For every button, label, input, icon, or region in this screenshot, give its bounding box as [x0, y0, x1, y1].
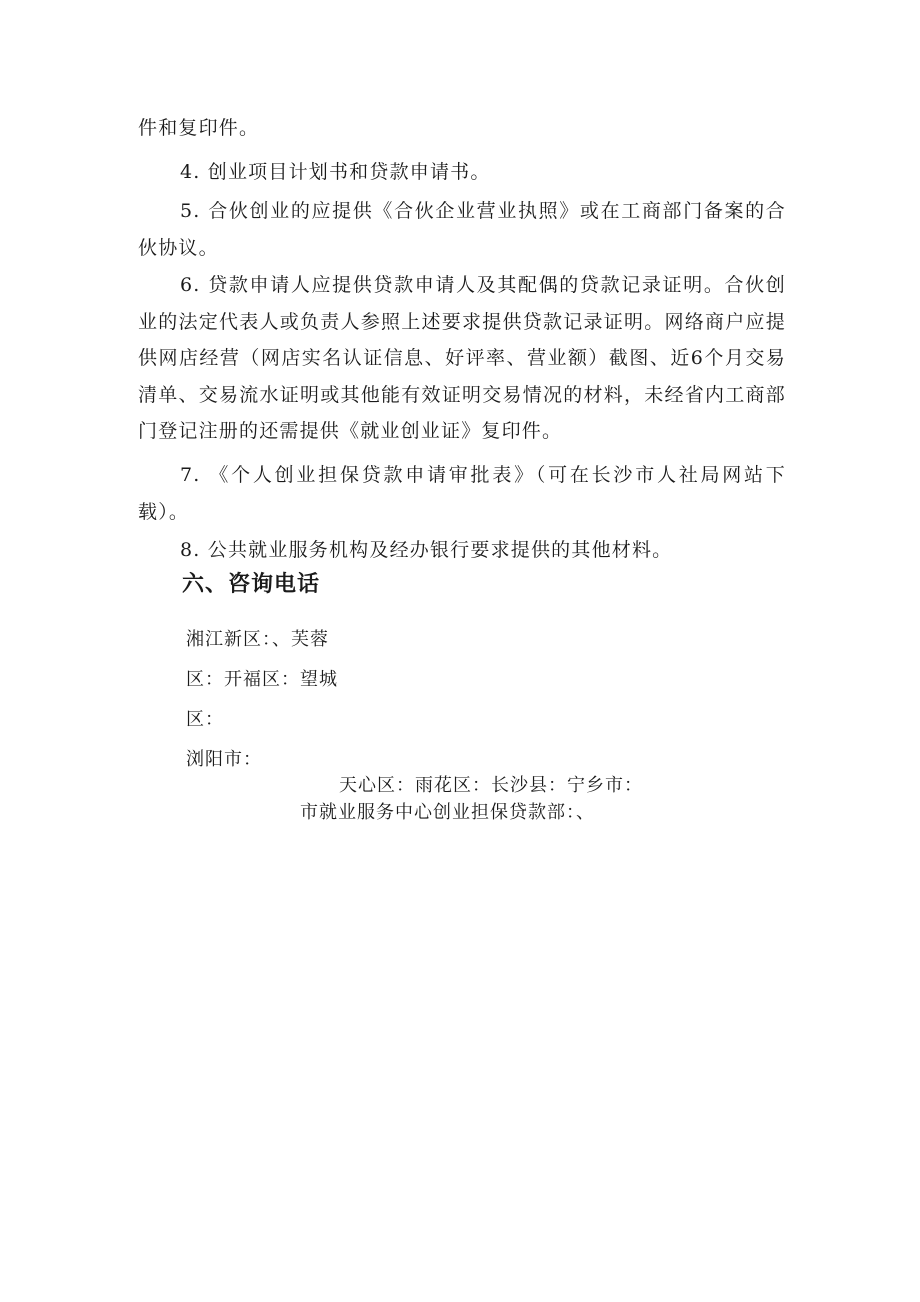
contact-line: 市就业服务中心创业担保贷款部：、 [300, 802, 595, 823]
paragraph-item-5: 5. 合伙创业的应提供《合伙企业营业执照》或在工商部门备案的合伙协议。 [138, 200, 786, 259]
contact-line: 区：开福区：望城 [186, 669, 338, 690]
paragraph-item-8: 8. 公共就业服务机构及经办银行要求提供的其他材料。 [180, 539, 673, 561]
section-heading-consultation-phone: 六、咨询电话 [182, 571, 321, 597]
paragraph-item-4: 4. 创业项目计划书和贷款申请书。 [180, 161, 491, 183]
paragraph-item-7: 7. 《个人创业担保贷款申请审批表》（可在长沙市人社局网站下载）。 [138, 464, 786, 523]
paragraph-continuation: 件和复印件。 [138, 117, 260, 139]
contact-line: 区： [186, 709, 224, 730]
contact-line: 天心区：雨花区：长沙县：宁乡市： [339, 775, 643, 796]
contact-line: 湘江新区：、芙蓉 [186, 629, 329, 650]
contact-line: 浏阳市： [186, 749, 262, 770]
paragraph-item-6: 6. 贷款申请人应提供贷款申请人及其配偶的贷款记录证明。合伙创业的法定代表人或负责人参照上述要求提供贷款记录证明。网络商户应提供网店经营（网店实名认证信息、好评率、营业额）截图、近6个月交易清单、交易流水证明或其他能有效证明交易情况的材料，未经省内工商部门登记注册的还需提供《就业创业证》复印件。 [138, 274, 786, 442]
